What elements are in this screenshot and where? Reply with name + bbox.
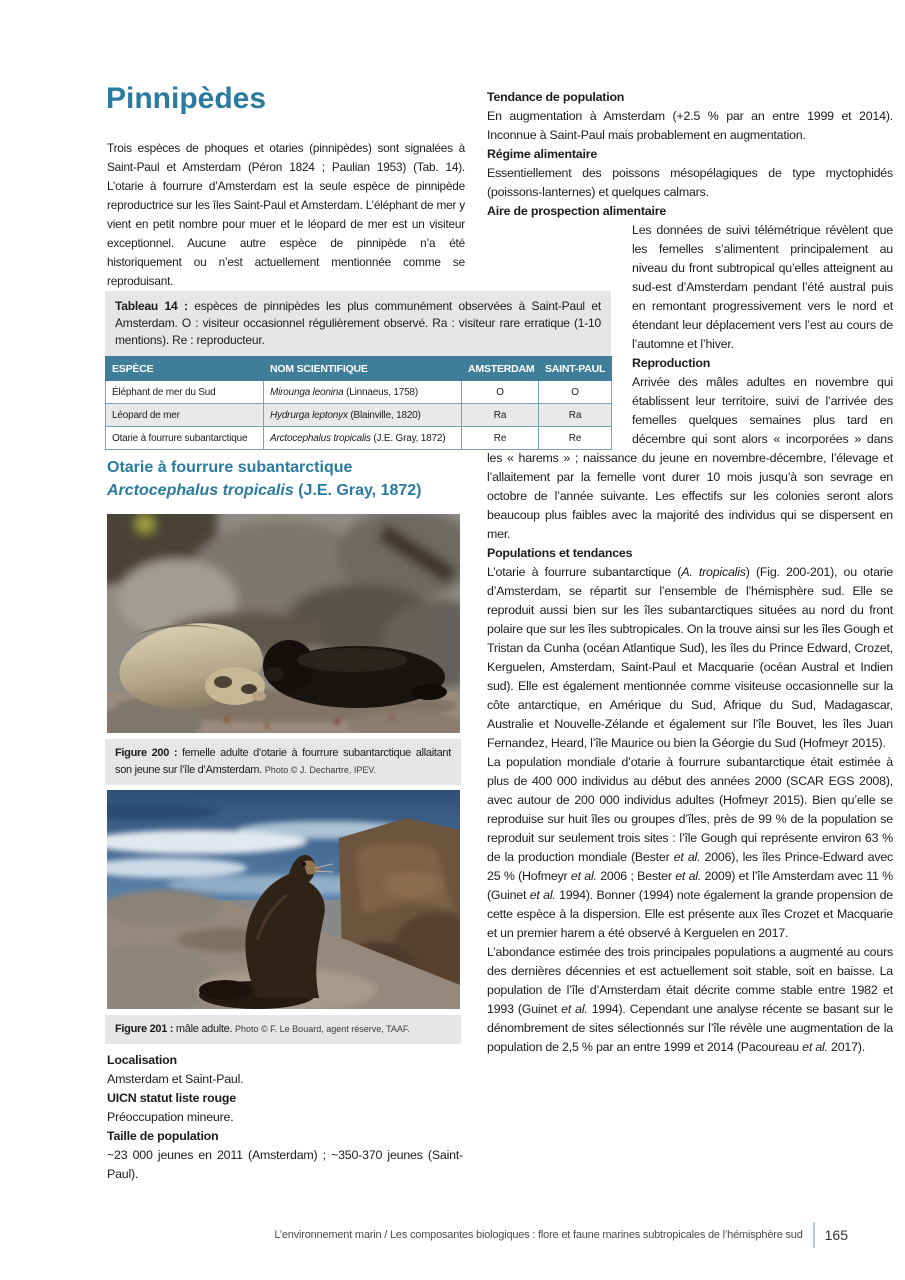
col-header-saint-paul: SAINT-PAUL [539, 357, 612, 381]
male-seal-photo [107, 790, 460, 1009]
seal-with-pup-photo [107, 514, 460, 733]
populations-text-2: La population mondiale d’otarie à fourrure subantarctique était estimée à plus de 400 000 individus au début des années 2000 (SCAR EGS 2008), avec autour de 200 000 individus adultes (Hofmeyr 2015). Bien qu’elle se reproduise sur huit îles ou groupes d’îles, près de 99 % de la population se reproduit sur seulement trois sites : l’île Gough qui représente environ 63 % de la production mondiale (Bester et al. 2006), les îles Prince-Edward avec 25 % (Hofmeyr et al. 2006 ; Bester et al. 2009) et l’île Amsterdam avec 11 % (Guinet et al. 1994). Bonner (1994) note également la grande propension de cette espèce à la dispersion. Elle est présente aux îles Crozet et Macquarie et un premier harem a été observé à Kerguelen en 2017. [487, 755, 893, 940]
figure-201-credit: Photo © F. Le Bouard, agent réserve, TAAF. [235, 1024, 410, 1034]
footer-divider [813, 1222, 815, 1248]
tendance-text: En augmentation à Amsterdam (+2.5 % par an entre 1999 et 2014). Inconnue à Saint-Paul mais probablement en augmentation. [487, 109, 893, 142]
figure-200-caption [105, 739, 461, 785]
page-number: 165 [824, 1227, 848, 1243]
population-size-value: ~23 000 jeunes en 2011 (Amsterdam) ; ~350-370 jeunes (Saint-Paul). [107, 1148, 463, 1181]
species-info-list [107, 1051, 463, 1184]
figure-201-text: mâle adulte. [175, 1023, 233, 1035]
uicn-label: UICN statut liste rouge [107, 1091, 236, 1105]
figure-200-photo [107, 514, 460, 733]
page-footer [107, 1222, 848, 1248]
cell-saint-paul: Ra [539, 404, 612, 427]
regime-heading: Régime alimentaire [487, 147, 598, 161]
cell-nom: Hydrurga leptonyx (Blainville, 1820) [264, 404, 462, 427]
figure-200-label: Figure 200 : [115, 747, 178, 759]
cell-saint-paul: Re [539, 427, 612, 450]
cell-espece: Éléphant de mer du Sud [106, 381, 264, 404]
col-header-nom-scientifique: NOM SCIENTIFIQUE [264, 357, 462, 381]
regime-text: Essentiellement des poissons mésopélagiques de type myctophidés (poissons-lanternes) et quelques calmars. [487, 166, 893, 199]
cell-espece: Otarie à fourrure subantarctique [106, 427, 264, 450]
intro-paragraph: Trois espèces de phoques et otaries (pinnipèdes) sont signalées à Saint-Paul et Amsterdam (Péron 1824 ; Paulian 1953) (Tab. 14). L’otarie à fourrure d’Amsterdam est la seule espèce de pinnipède reproductrice sur les îles Saint-Paul et Amsterdam. L’éléphant de mer y vient en petit nombre pour muer et le léopard de mer est un visiteur exceptionnel. Aucune autre espèce de pinnipède n’a été historiquement ou n’est actuellement mentionnée comme se reproduisant. [107, 140, 465, 288]
localisation-value: Amsterdam et Saint-Paul. [107, 1072, 244, 1086]
species-common-name: Otarie à fourrure subantarctique [107, 459, 353, 476]
right-column [487, 88, 893, 1057]
populations-text-1: L’otarie à fourrure subantarctique (A. tropicalis) (Fig. 200-201), ou otarie d’Amsterdam, se répartit sur l’ensemble de l’hémisphère sud. Elle se reproduit aussi bien sur les îles subantarctiques situées au nord du front polaire que sur les îles subtropicales. On la trouve ainsi sur les îles Gough et Tristan da Cunha (océan Atlantique Sud), les îles du Prince Edward, Crozet, Kerguelen, Amsterdam, Saint-Paul et Macquarie (océan Austral et Indien sud). Elle est également mentionnée comme visiteuse occasionnelle sur la côte antarctique, en Amérique du Sud, Afrique du Sud, Madagascar, Australie et Nouvelle-Zélande et également sur l’île Bouvet, les îles Juan Fernandez, Heard, l’île Maurice ou bien la Géorgie du Sud (Hofmeyr 2015). [487, 565, 893, 750]
cell-amsterdam: O [462, 381, 539, 404]
reproduction-heading: Reproduction [632, 356, 711, 370]
figure-200-text: femelle adulte d’otarie à fourrure subantarctique allaitant son jeune sur l’île d’Amsterdam. [115, 747, 451, 776]
populations-heading: Populations et tendances [487, 546, 633, 560]
cell-amsterdam: Ra [462, 404, 539, 427]
cell-amsterdam: Re [462, 427, 539, 450]
tendance-heading: Tendance de population [487, 90, 625, 104]
figure-201-label: Figure 201 : [115, 1023, 174, 1035]
col-header-espece: ESPÈCE [106, 357, 264, 381]
population-size-label: Taille de population [107, 1129, 219, 1143]
species-scientific-name: Arctocephalus tropicalis (J.E. Gray, 1872) [107, 482, 422, 499]
page-title: Pinnipèdes [106, 82, 267, 116]
cell-saint-paul: O [539, 381, 612, 404]
col-header-amsterdam: AMSTERDAM [462, 357, 539, 381]
uicn-value: Préoccupation mineure. [107, 1110, 234, 1124]
cell-nom: Arctocephalus tropicalis (J.E. Gray, 1872) [264, 427, 462, 450]
cell-nom: Mirounga leonina (Linnaeus, 1758) [264, 381, 462, 404]
localisation-label: Localisation [107, 1053, 177, 1067]
figure-201-caption [105, 1015, 461, 1044]
figure-201-photo [107, 790, 460, 1009]
aire-heading: Aire de prospection alimentaire [487, 204, 667, 218]
table-caption-label: Tableau 14 : [115, 299, 188, 313]
footer-running-title: L’environnement marin / Les composantes biologiques : flore et faune marines subtropicales de l’hémisphère sud [274, 1229, 803, 1241]
species-heading [107, 456, 467, 502]
cell-espece: Léopard de mer [106, 404, 264, 427]
figure-200-credit: Photo © J. Dechartre, IPEV. [264, 765, 377, 775]
aire-text: Les données de suivi télémétrique révèlent que les femelles s’alimentent principalement au niveau du front subtropical qu’elles atteignent au sud-est d’Amsterdam pendant l’été austral puis en remontant progressivement vers le nord et étendant leur déplacement vers l’est au cours de l’automne et l’hiver. [632, 223, 893, 351]
populations-text-3: L’abondance estimée des trois principales populations a augmenté au cours des dernières décennies et est actuellement soit stable, soit en baisse. La population de l’île d’Amsterdam était décrite comme stable entre 1982 et 1993 (Guinet et al. 1994). Cependant une analyse récente se basant sur le dénombrement de sites sélectionnés sur l’île révèle une augmentation de la population de 2,5 % par an entre 1999 et 2014 (Pacoureau et al. 2017). [487, 945, 893, 1054]
reproduction-text: Arrivée des mâles adultes en novembre qui établissent leur territoire, suivi de l’arrivée des femelles quelques semaines plus tard en décembre qui sont alors « incorporées » dans les « harems » ; naissance du jeune en novembre-décembre, l’élevage et l’allaitement par la femelle vont durer 10 mois jusqu’à son sevrage en octobre de l’année suivante. Les effectifs sur les colonies seront alors beaucoup plus faibles avec la majorité des individus qui se dispersent en mer. [487, 375, 893, 541]
table-caption-text: espèces de pinnipèdes les plus communément observées à Saint-Paul et Amsterdam. O : visiteur occasionnel régulièrement observé. Ra : visiteur rare erratique (1-10 mentions). Re : reproducteur. [115, 299, 601, 347]
table-wrap-spacer [487, 257, 622, 431]
